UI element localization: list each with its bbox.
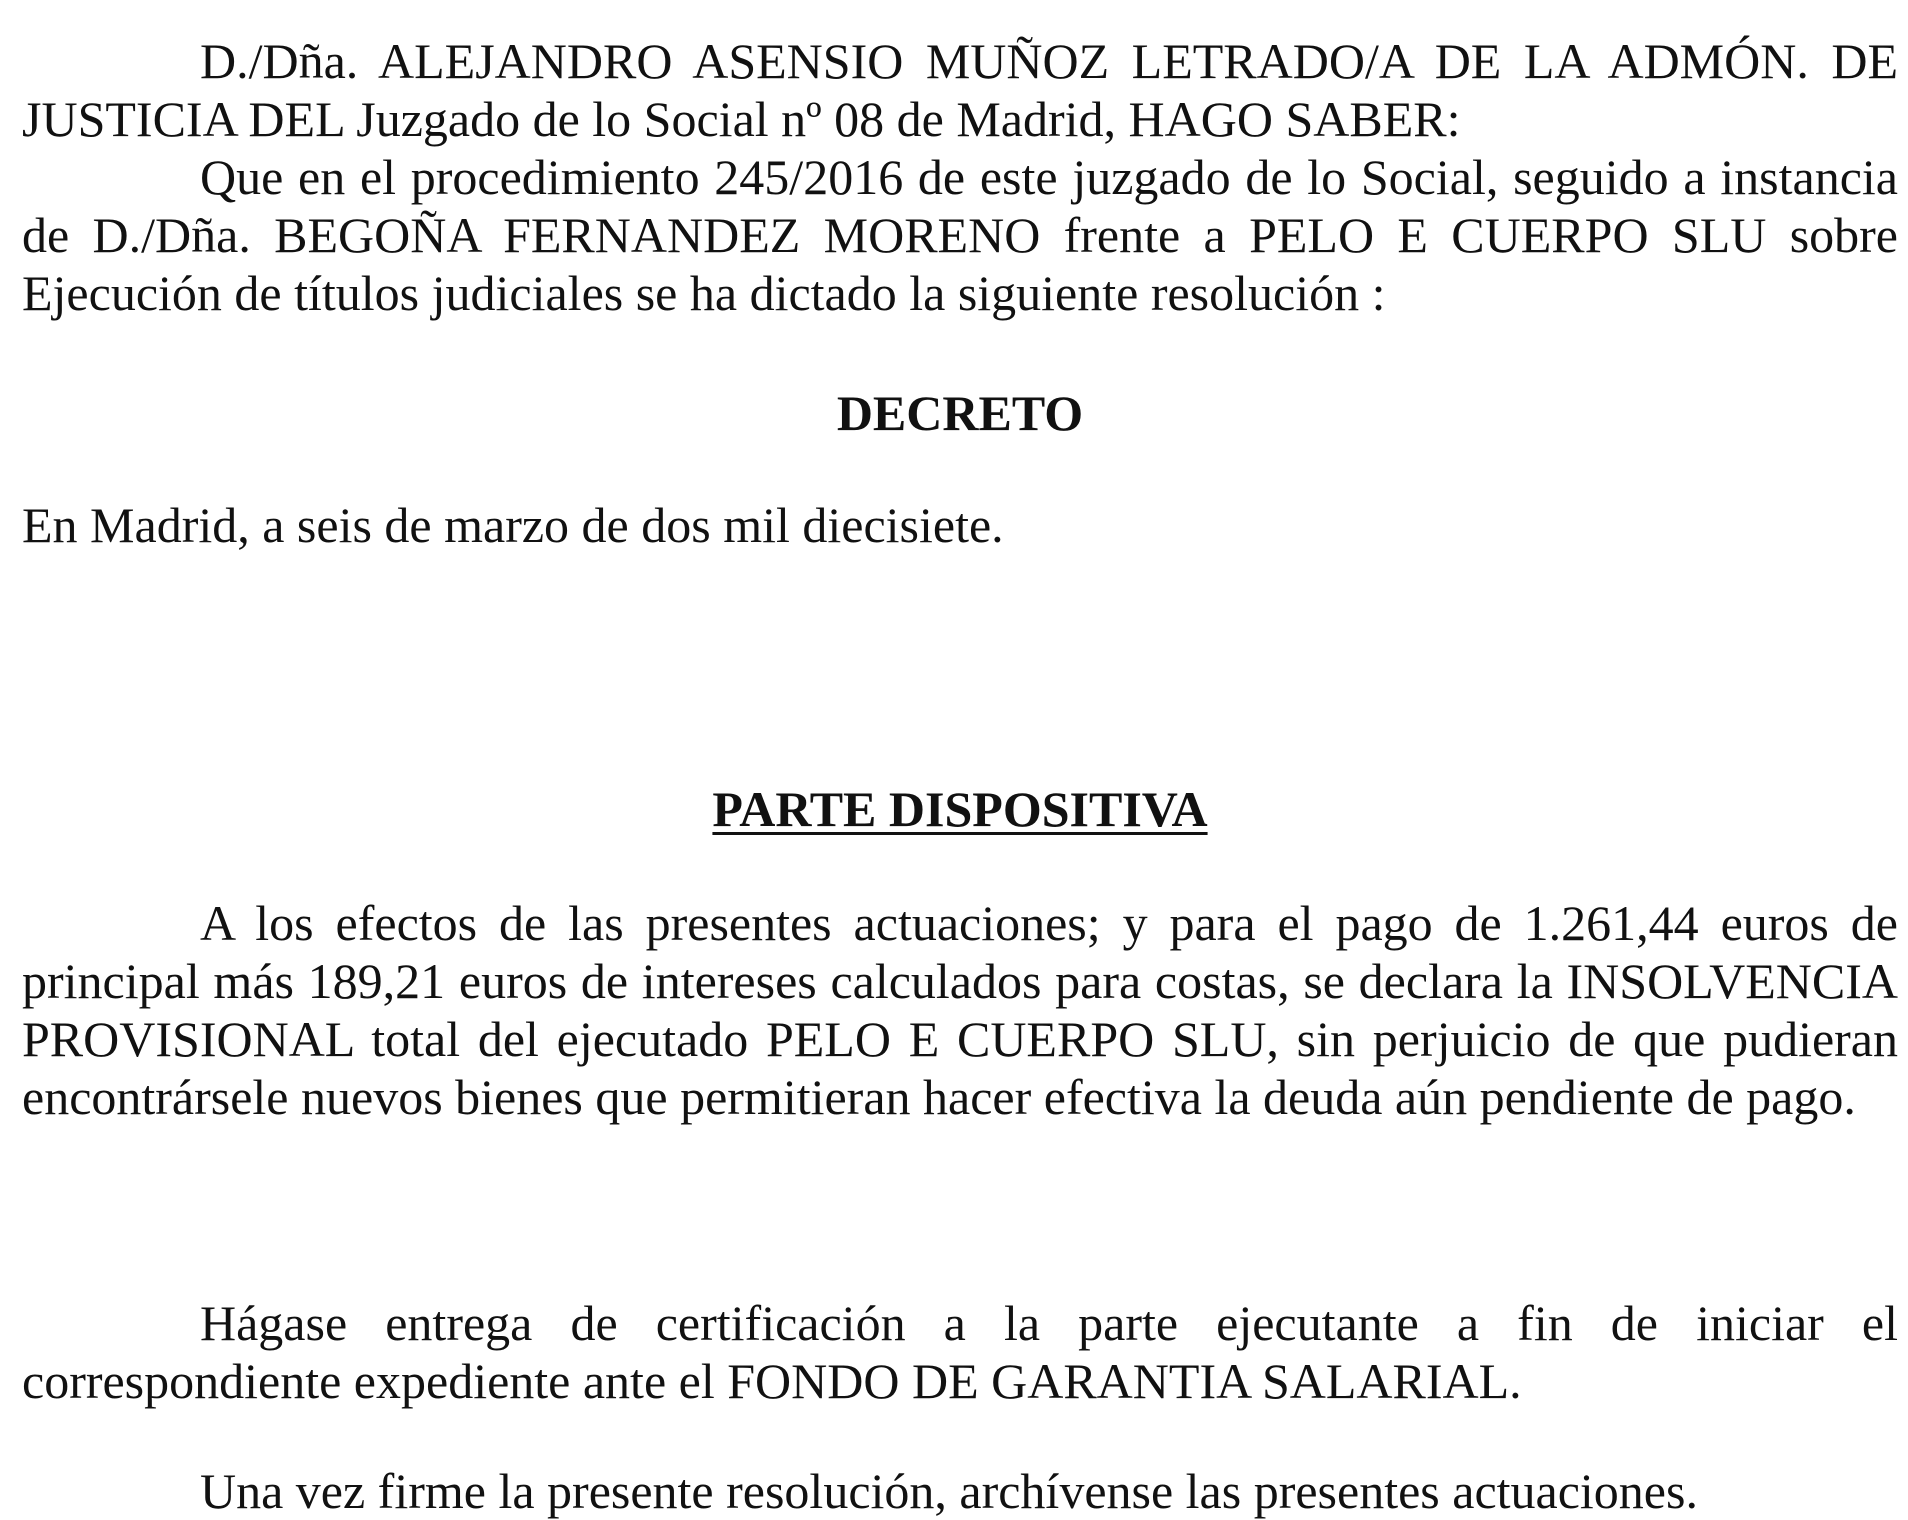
document-page [22,32,1898,1520]
decreto-heading: DECRETO [836,385,1084,441]
parte-dispositiva-heading [22,780,1898,838]
efectos-paragraph: A los efectos de las presentes actuaciones; y para el pago de 1.261,44 euros de principal más 189,21 euros de intereses calculados para costas, se declara la INSOLVENCIA PROVISIONAL total del ejecutado PELO E CUERPO SLU, sin perjuicio de que pudieran encontrársele nuevos bienes que permitieran hacer efectiva la deuda aún pendiente de pago. [22,895,1898,1125]
hagase-paragraph: Hágase entrega de certificación a la parte ejecutante a fin de iniciar el correspondiente expediente ante el FONDO DE GARANTIA SALARIAL. [22,1295,1898,1409]
date-line: En Madrid, a seis de marzo de dos mil diecisiete. [22,497,1004,553]
parte-dispositiva-heading-text: PARTE DISPOSITIVA [712,781,1208,837]
firme-paragraph: Una vez firme la presente resolución, archívense las presentes actuaciones. [200,1463,1698,1519]
procedure-paragraph: Que en el procedimiento 245/2016 de este juzgado de lo Social, seguido a instancia de D./Dña. BEGOÑA FERNANDEZ MORENO frente a PELO E CUERPO SLU sobre Ejecución de títulos judiciales se ha dictado la siguiente resolución : [22,149,1898,321]
intro-paragraph: D./Dña. ALEJANDRO ASENSIO MUÑOZ LETRADO/A DE LA ADMÓN. DE JUSTICIA DEL Juzgado de lo Social nº 08 de Madrid, HAGO SABER: [22,33,1898,147]
